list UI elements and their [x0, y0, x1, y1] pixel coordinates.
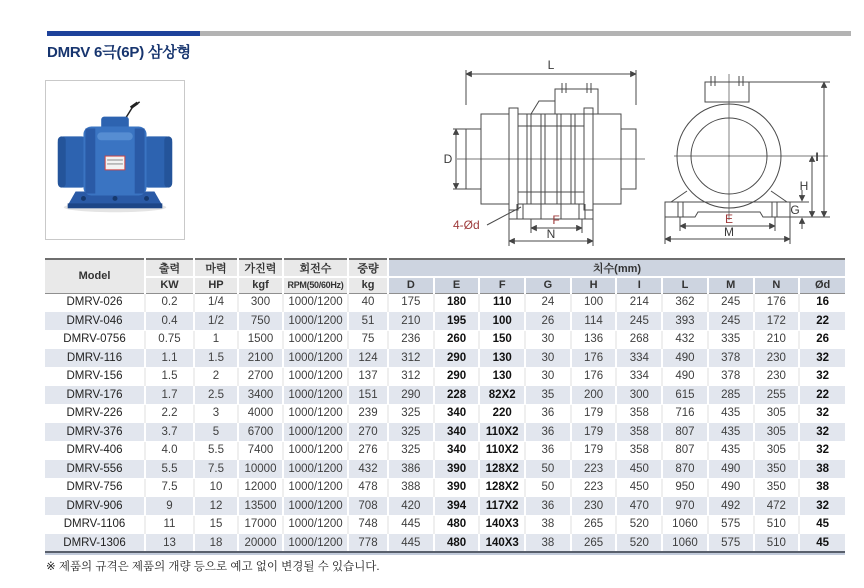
unit-rpm: RPM(50/60Hz)	[283, 277, 348, 293]
model-cell: DMRV-1306	[45, 534, 145, 553]
value-cell: 478	[348, 478, 388, 497]
value-cell: 245	[616, 312, 662, 331]
col-header-dimensions: 치수(mm)	[388, 259, 845, 277]
value-cell: 16	[816, 296, 829, 309]
product-photo	[45, 80, 185, 240]
value-cell: 137	[348, 367, 388, 386]
value-cell: 750	[238, 312, 283, 331]
value-cell: 0.2	[145, 293, 194, 312]
value-cell: 970	[662, 497, 708, 516]
value-cell: 50	[525, 478, 571, 497]
value-cell: 45	[799, 534, 845, 553]
dim-label-I: I	[815, 150, 819, 164]
value-cell: 36	[525, 404, 571, 423]
value-cell: 51	[348, 312, 388, 331]
value-cell: 325	[388, 423, 434, 442]
dim-header-N: N	[754, 277, 800, 293]
value-cell: 5.5	[145, 460, 194, 479]
value-cell: 335	[708, 330, 754, 349]
value-cell: 432	[348, 460, 388, 479]
top-rule	[47, 31, 851, 36]
value-cell: 230	[754, 349, 800, 368]
value-cell: 82X2	[479, 386, 525, 405]
dim-header-M: M	[708, 277, 754, 293]
value-cell: 470	[616, 497, 662, 516]
value-cell: 140X3	[479, 534, 525, 553]
value-cell: 3400	[238, 386, 283, 405]
value-cell: 32	[816, 407, 829, 420]
value-cell: 32	[799, 349, 845, 368]
value-cell: 270	[348, 423, 388, 442]
value-cell: 1060	[662, 534, 708, 553]
value-cell: 1000/1200	[283, 367, 348, 386]
value-cell: 176	[571, 349, 617, 368]
value-cell: 128X2	[479, 460, 525, 479]
value-cell: 12	[194, 497, 238, 516]
value-cell: 300	[238, 293, 283, 312]
value-cell: 30	[525, 349, 571, 368]
value-cell: 130	[479, 367, 525, 386]
value-cell: 305	[754, 441, 800, 460]
top-rule-accent	[47, 31, 200, 36]
value-cell: 1000/1200	[283, 423, 348, 442]
value-cell: 32	[816, 370, 829, 383]
value-cell: 30	[525, 330, 571, 349]
dim-label-N: N	[546, 227, 556, 241]
value-cell: 172	[754, 312, 800, 331]
model-cell: DMRV-906	[45, 497, 145, 516]
value-cell: 220	[479, 404, 525, 423]
value-cell: 520	[616, 515, 662, 534]
value-cell: 136	[571, 330, 617, 349]
value-cell: 7400	[238, 441, 283, 460]
model-cell: DMRV-226	[45, 404, 145, 423]
dim-header-I: I	[616, 277, 662, 293]
footnote: ※ 제품의 규격은 제품의 개량 등으로 예고 없이 변경될 수 있습니다.	[46, 561, 380, 573]
value-cell: 276	[348, 441, 388, 460]
dim-header-D: D	[388, 277, 434, 293]
value-cell: 1.1	[145, 349, 194, 368]
value-cell: 1060	[662, 515, 708, 534]
dim-label-F: F	[552, 213, 560, 227]
value-cell: 490	[708, 460, 754, 479]
value-cell: 179	[571, 423, 617, 442]
value-cell: 2.2	[145, 404, 194, 423]
value-cell: 151	[348, 386, 388, 405]
table-row	[45, 312, 845, 331]
value-cell: 32	[799, 497, 845, 516]
value-cell: 38	[525, 534, 571, 553]
value-cell: 2.5	[194, 386, 238, 405]
value-cell: 334	[616, 367, 662, 386]
col-header-horsepower: 마력	[194, 259, 238, 277]
value-cell: 268	[616, 330, 662, 349]
value-cell: 223	[571, 478, 617, 497]
value-cell: 1000/1200	[283, 349, 348, 368]
model-cell: DMRV-116	[45, 349, 145, 368]
dim-label-D: D	[443, 152, 453, 166]
model-cell: DMRV-376	[45, 423, 145, 442]
value-cell: 124	[348, 349, 388, 368]
value-cell: 358	[616, 441, 662, 460]
value-cell: 230	[571, 497, 617, 516]
value-cell: 114	[571, 312, 617, 331]
unit-hp: HP	[194, 277, 238, 293]
value-cell: 10000	[238, 460, 283, 479]
value-cell: 350	[754, 460, 800, 479]
value-cell: 179	[571, 404, 617, 423]
value-cell: 1000/1200	[283, 478, 348, 497]
value-cell: 0.75	[145, 330, 194, 349]
value-cell: 1.5	[194, 349, 238, 368]
value-cell: 7.5	[194, 460, 238, 479]
value-cell: 435	[708, 404, 754, 423]
value-cell: 140X3	[479, 515, 525, 534]
value-cell: 1/2	[194, 312, 238, 331]
value-cell: 435	[708, 441, 754, 460]
model-cell: DMRV-156	[45, 367, 145, 386]
value-cell: 5	[194, 423, 238, 442]
value-cell: 13500	[238, 497, 283, 516]
value-cell: 255	[754, 386, 800, 405]
table-row	[45, 497, 845, 516]
value-cell: 450	[616, 478, 662, 497]
value-cell: 17000	[238, 515, 283, 534]
value-cell: 748	[348, 515, 388, 534]
value-cell: 388	[388, 478, 434, 497]
unit-kgf: kgf	[238, 277, 283, 293]
value-cell: 38	[525, 515, 571, 534]
value-cell: 100	[571, 293, 617, 312]
col-header-force: 가진력	[238, 259, 283, 277]
value-cell: 245	[708, 293, 754, 312]
value-cell: 20000	[238, 534, 283, 553]
table-header-row-2	[45, 277, 845, 293]
dim-label-E: E	[724, 212, 734, 226]
value-cell: 575	[708, 534, 754, 553]
dim-label-G: G	[790, 203, 800, 217]
value-cell: 30	[525, 367, 571, 386]
value-cell: 420	[388, 497, 434, 516]
value-cell: 386	[388, 460, 434, 479]
value-cell: 950	[662, 478, 708, 497]
model-cell: DMRV-1106	[45, 515, 145, 534]
value-cell: 7.5	[145, 478, 194, 497]
value-cell: 176	[754, 293, 800, 312]
model-cell: DMRV-0756	[45, 330, 145, 349]
value-cell: 36	[525, 441, 571, 460]
value-cell: 393	[662, 312, 708, 331]
value-cell: 390	[434, 478, 480, 497]
model-cell: DMRV-176	[45, 386, 145, 405]
value-cell: 214	[616, 293, 662, 312]
value-cell: 362	[662, 293, 708, 312]
value-cell: 340	[434, 404, 480, 423]
value-cell: 38	[816, 481, 829, 494]
value-cell: 2	[194, 367, 238, 386]
value-cell: 312	[388, 349, 434, 368]
value-cell: 350	[754, 478, 800, 497]
value-cell: 130	[479, 349, 525, 368]
value-cell: 870	[662, 460, 708, 479]
dim-header-Od: Ød	[799, 277, 845, 293]
value-cell: 75	[348, 330, 388, 349]
value-cell: 334	[616, 349, 662, 368]
value-cell: 3	[194, 404, 238, 423]
dim-header-G: G	[525, 277, 571, 293]
value-cell: 26	[816, 333, 829, 346]
unit-kg: kg	[348, 277, 388, 293]
value-cell: 6700	[238, 423, 283, 442]
value-cell: 210	[754, 330, 800, 349]
value-cell: 325	[388, 404, 434, 423]
value-cell: 1/4	[194, 293, 238, 312]
value-cell: 13	[145, 534, 194, 553]
vibration-motor-image	[46, 81, 184, 239]
model-cell: DMRV-406	[45, 441, 145, 460]
value-cell: 36	[525, 423, 571, 442]
table-row	[45, 330, 845, 349]
value-cell: 45	[816, 518, 829, 531]
value-cell: 394	[434, 497, 480, 516]
value-cell: 510	[754, 515, 800, 534]
value-cell: 472	[754, 497, 800, 516]
value-cell: 492	[708, 497, 754, 516]
value-cell: 2700	[238, 367, 283, 386]
value-cell: 200	[571, 386, 617, 405]
table-row	[45, 293, 845, 312]
value-cell: 1000/1200	[283, 404, 348, 423]
value-cell: 1000/1200	[283, 293, 348, 312]
table-row	[45, 349, 845, 368]
value-cell: 36	[525, 497, 571, 516]
model-cell: DMRV-556	[45, 460, 145, 479]
value-cell: 490	[662, 349, 708, 368]
value-cell: 38	[799, 460, 845, 479]
table-row	[45, 534, 845, 553]
value-cell: 26	[525, 312, 571, 331]
col-header-rpm: 회전수	[283, 259, 348, 277]
table-row	[45, 441, 845, 460]
value-cell: 1	[194, 330, 238, 349]
page-title: DMRV 6극(6P) 삼상형	[47, 44, 191, 61]
value-cell: 4.0	[145, 441, 194, 460]
table-row	[45, 404, 845, 423]
value-cell: 1000/1200	[283, 460, 348, 479]
value-cell: 378	[708, 367, 754, 386]
value-cell: 1.5	[145, 367, 194, 386]
value-cell: 1000/1200	[283, 330, 348, 349]
dim-header-F: F	[479, 277, 525, 293]
value-cell: 1500	[238, 330, 283, 349]
value-cell: 228	[434, 386, 480, 405]
dim-header-H: H	[571, 277, 617, 293]
value-cell: 445	[388, 515, 434, 534]
value-cell: 290	[434, 367, 480, 386]
value-cell: 358	[616, 404, 662, 423]
spec-table	[45, 258, 845, 553]
table-row	[45, 460, 845, 479]
value-cell: 223	[571, 460, 617, 479]
value-cell: 305	[754, 423, 800, 442]
value-cell: 1000/1200	[283, 534, 348, 553]
value-cell: 0.4	[145, 312, 194, 331]
table-row	[45, 423, 845, 442]
value-cell: 239	[348, 404, 388, 423]
value-cell: 265	[571, 515, 617, 534]
table-row	[45, 515, 845, 534]
value-cell: 180	[434, 293, 480, 312]
value-cell: 312	[388, 367, 434, 386]
dim-label-M: M	[724, 225, 734, 239]
value-cell: 435	[708, 423, 754, 442]
value-cell: 1000/1200	[283, 497, 348, 516]
value-cell: 230	[754, 367, 800, 386]
value-cell: 32	[816, 444, 829, 457]
value-cell: 9	[145, 497, 194, 516]
value-cell: 520	[616, 534, 662, 553]
value-cell: 236	[388, 330, 434, 349]
value-cell: 1000/1200	[283, 312, 348, 331]
value-cell: 32	[799, 423, 845, 442]
value-cell: 22	[799, 312, 845, 331]
value-cell: 290	[434, 349, 480, 368]
value-cell: 100	[479, 312, 525, 331]
value-cell: 450	[616, 460, 662, 479]
value-cell: 2100	[238, 349, 283, 368]
table-underline	[45, 553, 845, 555]
value-cell: 305	[754, 404, 800, 423]
value-cell: 35	[525, 386, 571, 405]
value-cell: 390	[434, 460, 480, 479]
value-cell: 1000/1200	[283, 386, 348, 405]
value-cell: 110X2	[479, 423, 525, 442]
col-header-weight: 중량	[348, 259, 388, 277]
unit-kw: KW	[145, 277, 194, 293]
value-cell: 510	[754, 534, 800, 553]
value-cell: 490	[708, 478, 754, 497]
value-cell: 11	[145, 515, 194, 534]
spec-table-wrap	[45, 258, 845, 555]
value-cell: 807	[662, 441, 708, 460]
dim-header-E: E	[434, 277, 480, 293]
value-cell: 110X2	[479, 441, 525, 460]
dim-label-L: L	[547, 58, 555, 72]
value-cell: 50	[525, 460, 571, 479]
value-cell: 480	[434, 534, 480, 553]
side-view-drawing	[441, 57, 661, 254]
value-cell: 195	[434, 312, 480, 331]
value-cell: 708	[348, 497, 388, 516]
value-cell: 480	[434, 515, 480, 534]
value-cell: 265	[571, 534, 617, 553]
value-cell: 150	[479, 330, 525, 349]
value-cell: 12000	[238, 478, 283, 497]
value-cell: 15	[194, 515, 238, 534]
value-cell: 358	[616, 423, 662, 442]
value-cell: 1000/1200	[283, 515, 348, 534]
value-cell: 175	[388, 293, 434, 312]
value-cell: 1.7	[145, 386, 194, 405]
value-cell: 432	[662, 330, 708, 349]
value-cell: 300	[616, 386, 662, 405]
value-cell: 1000/1200	[283, 441, 348, 460]
dim-label-holes: 4-Ød	[453, 218, 480, 232]
table-row	[45, 386, 845, 405]
table-row	[45, 367, 845, 386]
value-cell: 10	[194, 478, 238, 497]
value-cell: 176	[571, 367, 617, 386]
value-cell: 490	[662, 367, 708, 386]
value-cell: 18	[194, 534, 238, 553]
value-cell: 378	[708, 349, 754, 368]
value-cell: 24	[525, 293, 571, 312]
value-cell: 128X2	[479, 478, 525, 497]
col-header-output: 출력	[145, 259, 194, 277]
front-view-drawing	[650, 57, 855, 254]
value-cell: 615	[662, 386, 708, 405]
value-cell: 778	[348, 534, 388, 553]
value-cell: 22	[799, 386, 845, 405]
value-cell: 110	[479, 293, 525, 312]
value-cell: 445	[388, 534, 434, 553]
model-cell: DMRV-756	[45, 478, 145, 497]
model-cell: DMRV-026	[45, 293, 145, 312]
value-cell: 260	[434, 330, 480, 349]
value-cell: 290	[388, 386, 434, 405]
value-cell: 210	[388, 312, 434, 331]
col-header-model: Model	[45, 259, 145, 293]
value-cell: 285	[708, 386, 754, 405]
dim-label-H: H	[799, 179, 809, 193]
value-cell: 340	[434, 423, 480, 442]
value-cell: 807	[662, 423, 708, 442]
value-cell: 575	[708, 515, 754, 534]
spec-table-body	[45, 293, 845, 552]
dim-header-L: L	[662, 277, 708, 293]
table-row	[45, 478, 845, 497]
value-cell: 179	[571, 441, 617, 460]
value-cell: 340	[434, 441, 480, 460]
value-cell: 4000	[238, 404, 283, 423]
value-cell: 3.7	[145, 423, 194, 442]
value-cell: 245	[708, 312, 754, 331]
value-cell: 40	[348, 293, 388, 312]
table-header-row-1	[45, 259, 845, 277]
value-cell: 5.5	[194, 441, 238, 460]
value-cell: 117X2	[479, 497, 525, 516]
model-cell: DMRV-046	[45, 312, 145, 331]
value-cell: 716	[662, 404, 708, 423]
value-cell: 325	[388, 441, 434, 460]
